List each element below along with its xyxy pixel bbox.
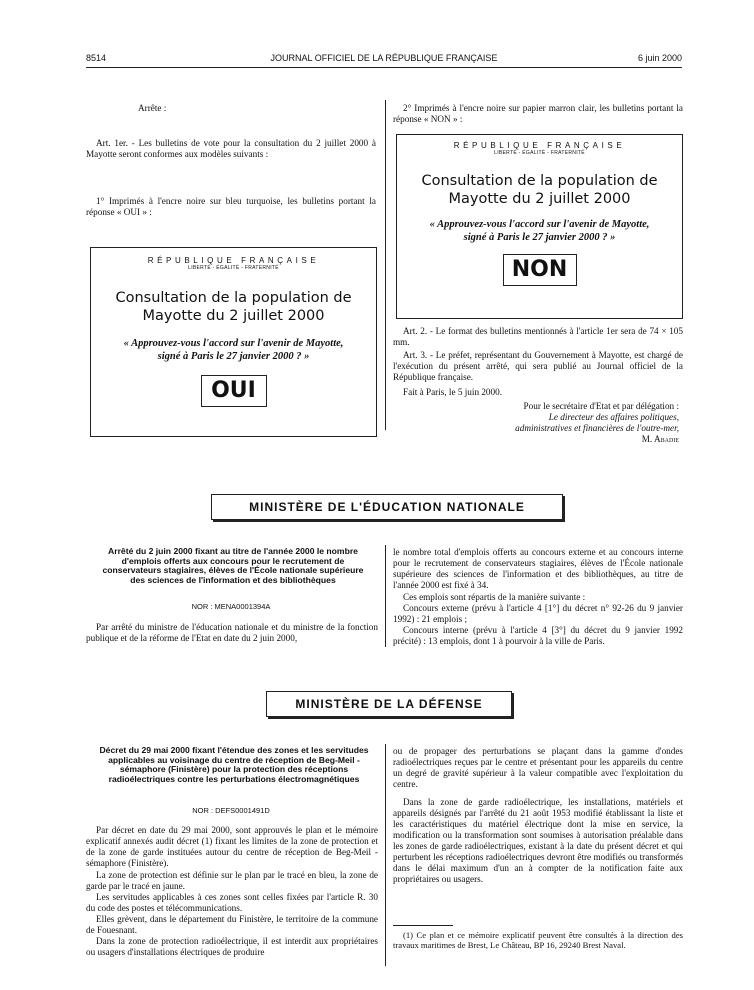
education-right-p1: le nombre total d'emplois offerts au concours externe et au concours interne pour le recrutement de conservateurs stagiaires, élèves de l'École nationale supérieure des sciences de l'information et des bibliothèques, au titre de l'année 2000 est fixé à 34. (393, 547, 683, 590)
ballot-title-1: Consultation de la population de (421, 173, 658, 189)
column-divider (385, 545, 386, 647)
column-divider (385, 100, 386, 430)
defense-right-p2: Dans la zone de garde radioélectrique, les installations, matériels et appareils désignés par l'arrêté du 21 août 1953 modifié établissant la liste et les caractéristiques du matériel électrique dont la mise en service, la modification ou la transformation sont soumises à autorisation préalable dans les zones de garde radioélectriques, existant à la date du présent décret et qui perturbent les réceptions radioélectriques devront être modifiés ou transformés dans le délai maximum d'un an à compter de la notification faite aux propriétaires ou usagers. (393, 797, 683, 884)
fait-a-paris: Fait à Paris, le 5 juin 2000. (403, 387, 503, 397)
defense-left-p2: La zone de protection est définie sur le plan par le tracé en bleu, la zone de garde par le tracé en jaune. (86, 870, 378, 891)
defense-nor: NOR : DEFS0001491D (192, 806, 270, 815)
education-decree-title: Arrêté du 2 juin 2000 fixant au titre de l'année 2000 le nombre d'emplois offerts aux concours pour le recrutement de conservateurs stagiaires, élèves de l'École nationale supérieure des sciences de l'information et des bibliothèques (102, 546, 364, 585)
ballot-oui-label: OUI (201, 375, 267, 407)
education-right-p4: Concours interne (prévu à l'article 4 [3°] du décret du 9 janvier 1992 précité) : 13 emplois, dont 1 à pourvoir à la ville de Paris. (393, 625, 683, 646)
paragraph-oui: 1° Imprimés à l'encre noire sur bleu turquoise, les bulletins portant la réponse « OUI » : (86, 196, 376, 217)
footnote-rule (393, 925, 453, 926)
ballot-question-1: « Approuvez-vous l'accord sur l'avenir de Mayotte, (429, 219, 650, 230)
education-right-p3: Concours externe (prévu à l'article 4 [1°] du décret n° 92-26 du 9 janvier 1992) : 21 emplois ; (393, 603, 683, 624)
page-date: 6 juin 2000 (637, 53, 682, 63)
ballot-question-1: « Approuvez-vous l'accord sur l'avenir de Mayotte, (123, 338, 344, 349)
article-2: Art. 2. - Le format des bulletins mentionnés à l'article 1er sera de 74 × 105 mm. (393, 326, 683, 347)
article-1: Art. 1er. - Les bulletins de vote pour la consultation du 2 juillet 2000 à Mayotte seront conformes aux modèles suivants : (86, 138, 376, 159)
ballot-title-2: Mayotte du 2 juillet 2000 (448, 191, 631, 207)
ballot-motto: LIBERTÉ - ÉGALITÉ - FRATERNITÉ (188, 265, 279, 271)
defense-left-p4: Elles grèvent, dans le département du Finistère, le territoire de la commune de Fouesnant. (86, 914, 378, 935)
footnote: (1) Ce plan et ce mémoire explicatif peuvent être consultés à la direction des travaux maritimes de Brest, Le Château, BP 16, 29240 Brest Naval. (393, 930, 683, 950)
ballot-title-2: Mayotte du 2 juillet 2000 (142, 308, 325, 324)
defense-right-p1: ou de propager des perturbations se plaçant dans la gamme d'ondes radioélectriques reçues par le centre et présentant pour les appareils du centre un degré de gravité supérieur à la valeur compatible avec l'exploitation du centre. (393, 746, 683, 789)
article-3: Art. 3. - Le préfet, représentant du Gouvernement à Mayotte, est chargé de l'exécution du présent arrêté, qui sera publié au Journal officiel de la République française. (393, 350, 683, 382)
education-nor: NOR : MENA0001394A (191, 602, 271, 611)
ballot-non (396, 134, 683, 319)
page-number: 8514 (86, 53, 107, 63)
signature-name: M. Abadie (641, 434, 679, 444)
ballot-motto: LIBERTÉ - ÉGALITÉ - FRATERNITÉ (494, 150, 585, 156)
column-divider (385, 744, 386, 966)
defense-decree-title: Décret du 29 mai 2000 fixant l'étendue des zones et les servitudes applicables au voisinage du centre de réception de Beg-Meil - sémaphore (Finistère) pour la protection des réceptions radioélectriques contre les perturbations électromagnétiques (99, 745, 369, 784)
education-left-paragraph: Par arrêté du ministre de l'éducation nationale et du ministre de la fonction publique et de la réforme de l'Etat en date du 2 juin 2000, (86, 622, 378, 643)
defense-left-p1: Par décret en date du 29 mai 2000, sont approuvés le plan et le mémoire explicatif annexés audit décret (1) fixant les limites de la zone de protection et de la zone de garde instituées autour du centre de réception de Beg-Meil - sémaphore (Finistère). (86, 825, 378, 868)
defense-left-p3: Les servitudes applicables à ces zones sont celles fixées par l'article R. 30 du code des postes et télécommunications. (86, 892, 378, 913)
journal-title: JOURNAL OFFICIEL DE LA RÉPUBLIQUE FRANÇAISE (270, 53, 498, 63)
signature-line-3: administratives et financières de l'outre-mer, (515, 423, 679, 433)
ministry-education-heading: MINISTÈRE DE L'ÉDUCATION NATIONALE (211, 494, 563, 520)
ballot-rf: RÉPUBLIQUE FRANÇAISE (147, 256, 320, 265)
ballot-non-label: NON (503, 254, 577, 286)
signature-line-2: Le directeur des affaires politiques, (548, 412, 679, 422)
ministry-defense-heading: MINISTÈRE DE LA DÉFENSE (266, 691, 512, 717)
signature-line-1: Pour le secrétaire d'Etat et par délégation : (523, 401, 679, 411)
arrete-label: Arrête : (138, 103, 167, 113)
ballot-question-2: signé à Paris le 27 janvier 2000 ? » (157, 351, 310, 362)
ballot-question-2: signé à Paris le 27 janvier 2000 ? » (463, 232, 616, 243)
education-right-p2: Ces emplois sont répartis de la manière suivante : (403, 592, 586, 602)
defense-left-p5: Dans la zone de protection radioélectrique, il est interdit aux propriétaires ou usagers d'installations électriques de produire (86, 936, 378, 957)
ballot-oui (90, 247, 377, 437)
header-rule (86, 67, 682, 68)
paragraph-non: 2° Imprimés à l'encre noire sur papier marron clair, les bulletins portant la réponse « NON » : (393, 103, 683, 124)
ballot-rf: RÉPUBLIQUE FRANÇAISE (453, 141, 626, 150)
ballot-title-1: Consultation de la population de (115, 290, 352, 306)
